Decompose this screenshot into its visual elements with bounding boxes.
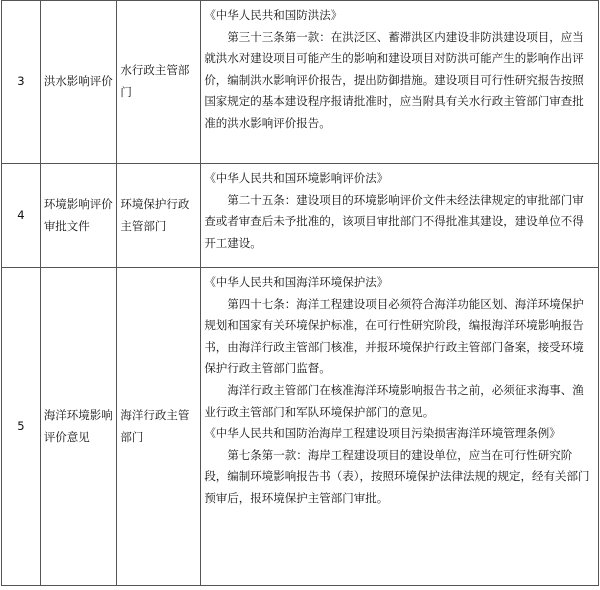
row-number: 3 — [2, 1, 41, 164]
law-title: 《中华人民共和国环境影响评价法》 — [204, 171, 389, 185]
row-number: 5 — [2, 268, 41, 586]
approval-item: 海洋环境影响评价意见 — [40, 268, 117, 586]
approval-department: 海洋行政主管部门 — [117, 268, 201, 586]
law-article: 第三十三条第一款：在洪泛区、蓄滞洪区内建设非防洪建设项目，应当就洪水对建设项目可能产生的影响和建设项目对防洪可能产生的影响作出评价，编制洪水影响评价报告，提出防御措施。建设项目可行性研究报告按照国家规定的基本建设程序报请批准时，应当附具有关水行政主管部门审查批准的洪水影响评价报告。 — [204, 29, 584, 130]
law-title: 《中华人民共和国海洋环境保护法》 — [204, 275, 389, 289]
approval-item: 环境影响评价审批文件 — [40, 164, 117, 268]
law-title: 《中华人民共和国防治海岸工程建设项目污染损害海洋环境管理条例》 — [204, 426, 561, 441]
legal-basis — [201, 268, 599, 586]
legal-basis — [201, 1, 599, 164]
table-row — [2, 164, 599, 268]
approval-department: 环境保护行政主管部门 — [117, 164, 201, 268]
approval-item: 洪水影响评价 — [40, 1, 117, 164]
legal-basis — [201, 164, 599, 268]
law-article: 海洋行政主管部门在核准海洋环境影响报告书之前，必须征求海事、渔业行政主管部门和军队环境保护部门的意见。 — [204, 382, 584, 419]
law-article: 第四十七条：海洋工程建设项目必须符合海洋功能区划、海洋环境保护规划和国家有关环境保护标准，在可行性研究阶段，编报海洋环境影响报告书，由海洋行政主管部门核准，并报环境保护行政主管部门备案，接受环境保护行政主管部门监督。 — [204, 296, 584, 376]
law-article: 第七条第一款：海岸工程建设项目的建设单位，应当在可行性研究阶段，编制环境影响报告书（表），按照环境保护法律法规的规定，经有关部门预审后，报环境保护主管部门审批。 — [204, 447, 590, 505]
approval-department: 水行政主管部门 — [117, 1, 201, 164]
law-article: 第二十五条：建设项目的环境影响评价文件未经法律规定的审批部门审查或者审查后未予批准的，该项目审批部门不得批准其建设，建设单位不得开工建设。 — [204, 192, 584, 250]
regulation-table — [1, 0, 599, 586]
row-number: 4 — [2, 164, 41, 268]
law-title: 《中华人民共和国防洪法》 — [204, 8, 343, 22]
table-row — [2, 268, 599, 586]
table-row — [2, 1, 599, 164]
